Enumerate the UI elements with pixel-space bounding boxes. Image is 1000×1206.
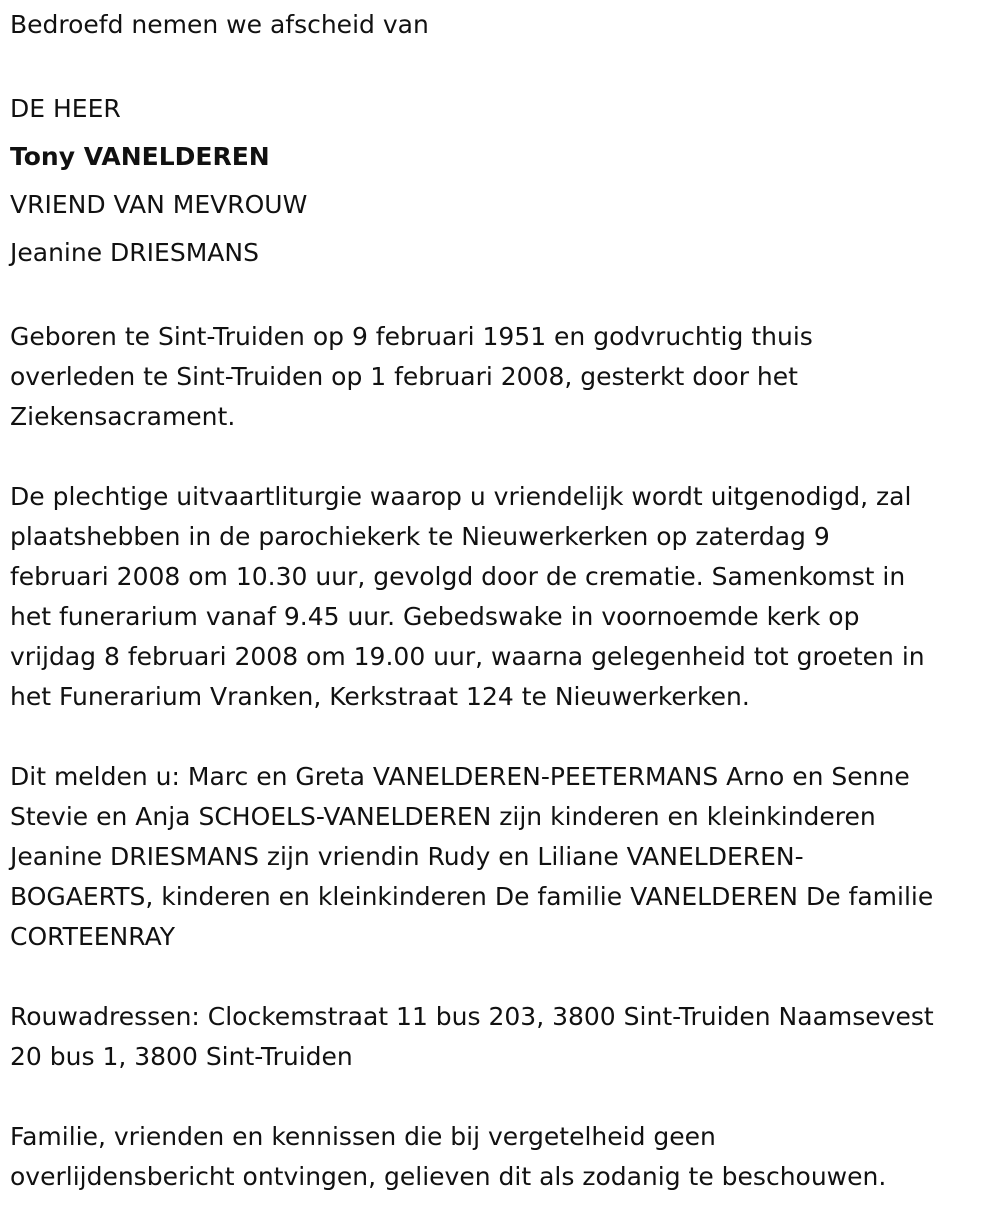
deceased-name: Tony VANELDEREN: [10, 142, 270, 171]
spacer: [10, 437, 1000, 477]
birth-death-paragraph: [10, 317, 1000, 437]
paragraph-line: Jeanine DRIESMANS zijn vriendin Rudy en Liliane VANELDEREN-: [10, 842, 804, 871]
paragraph-line: het Funerarium Vranken, Kerkstraat 124 te Nieuwerkerken.: [10, 682, 750, 711]
relation-line: VRIEND VAN MEVROUW: [10, 190, 308, 219]
paragraph-line: De plechtige uitvaartliturgie waarop u vriendelijk wordt uitgenodigd, zal: [10, 482, 912, 511]
partner-name: Jeanine DRIESMANS: [10, 238, 259, 267]
paragraph-line: overlijdensbericht ontvingen, gelieven dit als zodanig te beschouwen.: [10, 1162, 887, 1191]
paragraph-line: overleden te Sint-Truiden op 1 februari 2008, gesterkt door het: [10, 362, 798, 391]
paragraph-line: CORTEENRAY: [10, 922, 176, 951]
intro-text: Bedroefd nemen we afscheid van: [10, 10, 429, 39]
spacer: [10, 45, 1000, 85]
paragraph-line: Geboren te Sint-Truiden op 9 februari 1951 en godvruchtig thuis: [10, 322, 813, 351]
spacer: [10, 717, 1000, 757]
funeral-paragraph: [10, 477, 1000, 717]
paragraph-line: plaatshebben in de parochiekerk te Nieuwerkerken op zaterdag 9: [10, 522, 830, 551]
title-line: DE HEER: [10, 94, 121, 123]
paragraph-line: BOGAERTS, kinderen en kleinkinderen De familie VANELDEREN De familie: [10, 882, 934, 911]
paragraph-line: 20 bus 1, 3800 Sint-Truiden: [10, 1042, 353, 1071]
announcers-paragraph: [10, 757, 1000, 957]
paragraph-line: Familie, vrienden en kennissen die bij vergetelheid geen: [10, 1122, 716, 1151]
closing-paragraph: [10, 1117, 1000, 1197]
paragraph-line: februari 2008 om 10.30 uur, gevolgd door de crematie. Samenkomst in: [10, 562, 906, 591]
paragraph-line: Stevie en Anja SCHOELS-VANELDEREN zijn kinderen en kleinkinderen: [10, 802, 876, 831]
spacer: [10, 957, 1000, 997]
addresses-paragraph: [10, 997, 1000, 1077]
spacer: [10, 277, 1000, 317]
paragraph-line: het funerarium vanaf 9.45 uur. Gebedswake in voornoemde kerk op: [10, 602, 860, 631]
spacer: [10, 1077, 1000, 1117]
paragraph-line: vrijdag 8 februari 2008 om 19.00 uur, waarna gelegenheid tot groeten in: [10, 642, 925, 671]
paragraph-line: Dit melden u: Marc en Greta VANELDEREN-PEETERMANS Arno en Senne: [10, 762, 910, 791]
paragraph-line: Ziekensacrament.: [10, 402, 236, 431]
paragraph-line: Rouwadressen: Clockemstraat 11 bus 203, 3800 Sint-Truiden Naamsevest: [10, 1002, 934, 1031]
